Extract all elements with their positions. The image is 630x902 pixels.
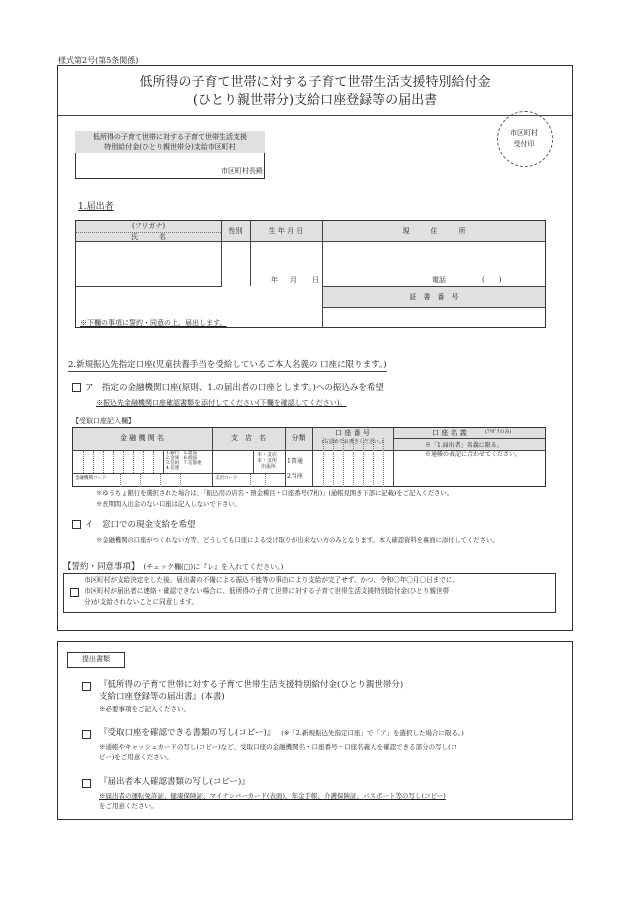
pledge-heading-label: 【誓約・同意事項】 (63, 562, 140, 572)
cert-number-label: 証 書 番 号 (409, 293, 459, 301)
year-label: 年 (271, 276, 278, 284)
title-line-2: (ひとり親世帯分)支給口座登録等の届出書 (192, 93, 438, 108)
branch-name-field[interactable] (213, 451, 253, 473)
address-field[interactable] (323, 242, 545, 286)
pledge-note: ※下欄の事項に誓約・同意の上、届出します。 (80, 319, 227, 327)
cert-number-field[interactable] (323, 308, 545, 327)
reception-stamp-circle (497, 111, 553, 167)
holder-name-field[interactable] (394, 462, 545, 486)
bank-type-1: 1.銀行 5.農協 (166, 451, 198, 456)
title-divider (57, 115, 573, 116)
branch-type-3: 出張所 (261, 464, 277, 470)
doc-2-title: 『受取口座を確認できる書類の写し(コピー)』 (99, 728, 276, 738)
account-type-header: 分類 (291, 434, 306, 442)
name-label: 氏 名 (131, 233, 166, 241)
addressee-line-2: 特別給付金(ひとり親世帯分)支給市区町村 (104, 143, 236, 151)
option-i-label: イ 窓口での現金支給を希望 (85, 520, 196, 530)
bank-name-field[interactable] (73, 451, 163, 473)
option-a (72, 383, 384, 393)
gender-field[interactable] (222, 242, 250, 286)
section-2-heading: 2.新規振込先指定口座(児童扶養手当を受給しているご本人名義の 口座に限ります。) (68, 360, 387, 370)
doc-1-title-line-2: 支給口座登録等の届出書』(本書) (99, 692, 225, 702)
account-number-subheader: (右詰めでお書きください。) (321, 439, 384, 445)
doc-2-checkbox[interactable] (82, 730, 91, 739)
holder-header: 口 座 名 義 (432, 429, 467, 437)
bank-code-label: 金融機関コード (75, 476, 107, 481)
bank-type-2: 2.金庫 6.漁協 (166, 456, 198, 461)
account-number-field[interactable] (313, 451, 393, 487)
form-number: 様式第2号(第5条関係) (58, 56, 139, 65)
doc-3-checkbox[interactable] (82, 779, 91, 788)
phone-label: 電話 (432, 276, 446, 284)
doc-2-line (99, 729, 464, 738)
documents-label: 提出書類 (82, 655, 110, 663)
birthdate-label: 生 年 月 日 (268, 227, 304, 235)
month-label: 月 (290, 276, 297, 284)
doc-1-title-line-1: 『低所得の子育て世帯に対する子育て世帯生活支援特別給付金(ひとり親世帯分) (99, 680, 404, 690)
branch-type-2: 本・支所 (257, 458, 278, 464)
account-number-header: 口 座 番 号 (335, 429, 370, 437)
option-a-checkbox[interactable] (72, 383, 81, 392)
branch-code-label: 支店コード (215, 476, 238, 481)
gender-label: 性別 (228, 227, 243, 235)
furigana-label: (フリガナ) (131, 222, 166, 230)
doc-2-note-1: ※通帳やキャッシュカードの写し(コピー)など、受取口座の金融機関名・口座番号・口座名義人を確認できる部分の写し(コ (99, 743, 458, 751)
doc-2-condition: (※「2.新規振込先指定口座」で「ア」を選択した場合に限る。) (281, 729, 464, 737)
bank-type-4: 4.信連 (166, 466, 180, 471)
pledge-heading (63, 563, 283, 572)
stamp-line-2: 受付印 (513, 140, 535, 148)
branch-name-header: 支 店 名 (231, 434, 266, 442)
name-field[interactable] (76, 242, 221, 286)
doc-3-title: 『届出者本人確認書類の写し(コピー)』 (99, 777, 250, 787)
option-a-label: ア 指定の金融機関口座(原則、1.の届出者の口座とします。)への振込みを希望 (85, 383, 384, 393)
title-line-1: 低所得の子育て世帯に対する子育て世帯生活支援特別給付金 (139, 75, 491, 90)
pledge-checkbox[interactable] (70, 588, 79, 597)
address-label: 現 住 所 (402, 227, 466, 235)
doc-3-note-2: をご用意ください。 (99, 802, 158, 810)
pledge-text-3: 分)が支給されないことに同意します。 (84, 598, 199, 606)
pledge-text-2: 市区町村が届出者に連絡・確認できない場合に、低所得の子育て世帯に対する子育て世帯生活支援特別給付金(ひとり親世帯 (84, 587, 450, 595)
day-label: 日 (312, 276, 319, 284)
bank-name-header: 金 融 機 関 名 (120, 434, 164, 442)
account-type-1: 1普通 (287, 458, 303, 465)
holder-subheader: (ﾌﾘｶﾞﾅのみ) (485, 429, 512, 435)
stamp-line-1: 市区町村 (510, 129, 538, 137)
doc-2-note-2: ピー)をご用意ください。 (99, 753, 173, 761)
option-a-note: ※振込先金融機関口座確認書類を添付してください(下欄を確認してください)。 (96, 399, 347, 407)
pledge-text-1: 市区町村が支給決定をした後、届出書の不備による振込不能等の事由により支給が完了せず、かつ、令和〇年〇月〇日までに、 (84, 576, 460, 584)
doc-1-checkbox[interactable] (82, 682, 91, 691)
bank-type-3: 3.信組 7.信漁連 (166, 461, 202, 466)
holder-note-2: ※通帳の表記に合わせてください。 (425, 451, 522, 458)
section-1-heading: 1.届出者 (78, 202, 114, 212)
birthdate-field[interactable] (251, 242, 322, 286)
branch-type-1: 本・支店 (257, 452, 278, 458)
long-term-note: ※長期間入出金のない口座は記入しないで下さい。 (96, 501, 241, 508)
doc-3-note-1: ※届出者の運転免許証、健康保険証、マイナンバーカード(表面)、年金手帳、介護保険証、パスポート等の写し(コピー) (99, 792, 446, 800)
account-type-2: 2当座 (287, 473, 303, 480)
holder-note-1: ※「1.届出者」名義に限る。 (425, 442, 503, 449)
pledge-check-instruction: (チェック欄(□)に『レ』を入れてください。) (143, 563, 284, 571)
doc-1-note: ※必要事項をご記入ください。 (99, 705, 190, 713)
option-i-note: ※金融機関の口座がつくれない方等、どうしても口座による受け取りが出来ない方のみとなります。本人確認資料を裏面に添付してください。 (96, 537, 499, 544)
addressee-line-1: 低所得の子育て世帯に対する子育て世帯生活支援 (93, 133, 247, 141)
addressee-sign: 市区町村長殿 (221, 167, 263, 175)
option-i-checkbox[interactable] (72, 520, 81, 529)
yucho-note: ※ゆうちょ銀行を選択された場合は、「振込用の店名・預金種目・口座番号(7桁)」(通帳見開き下部に記載)をご記入ください。 (96, 490, 454, 497)
account-table-caption: 【受取口座記入欄】 (72, 417, 135, 425)
option-i (72, 520, 196, 530)
phone-paren: ( ) (482, 276, 502, 284)
